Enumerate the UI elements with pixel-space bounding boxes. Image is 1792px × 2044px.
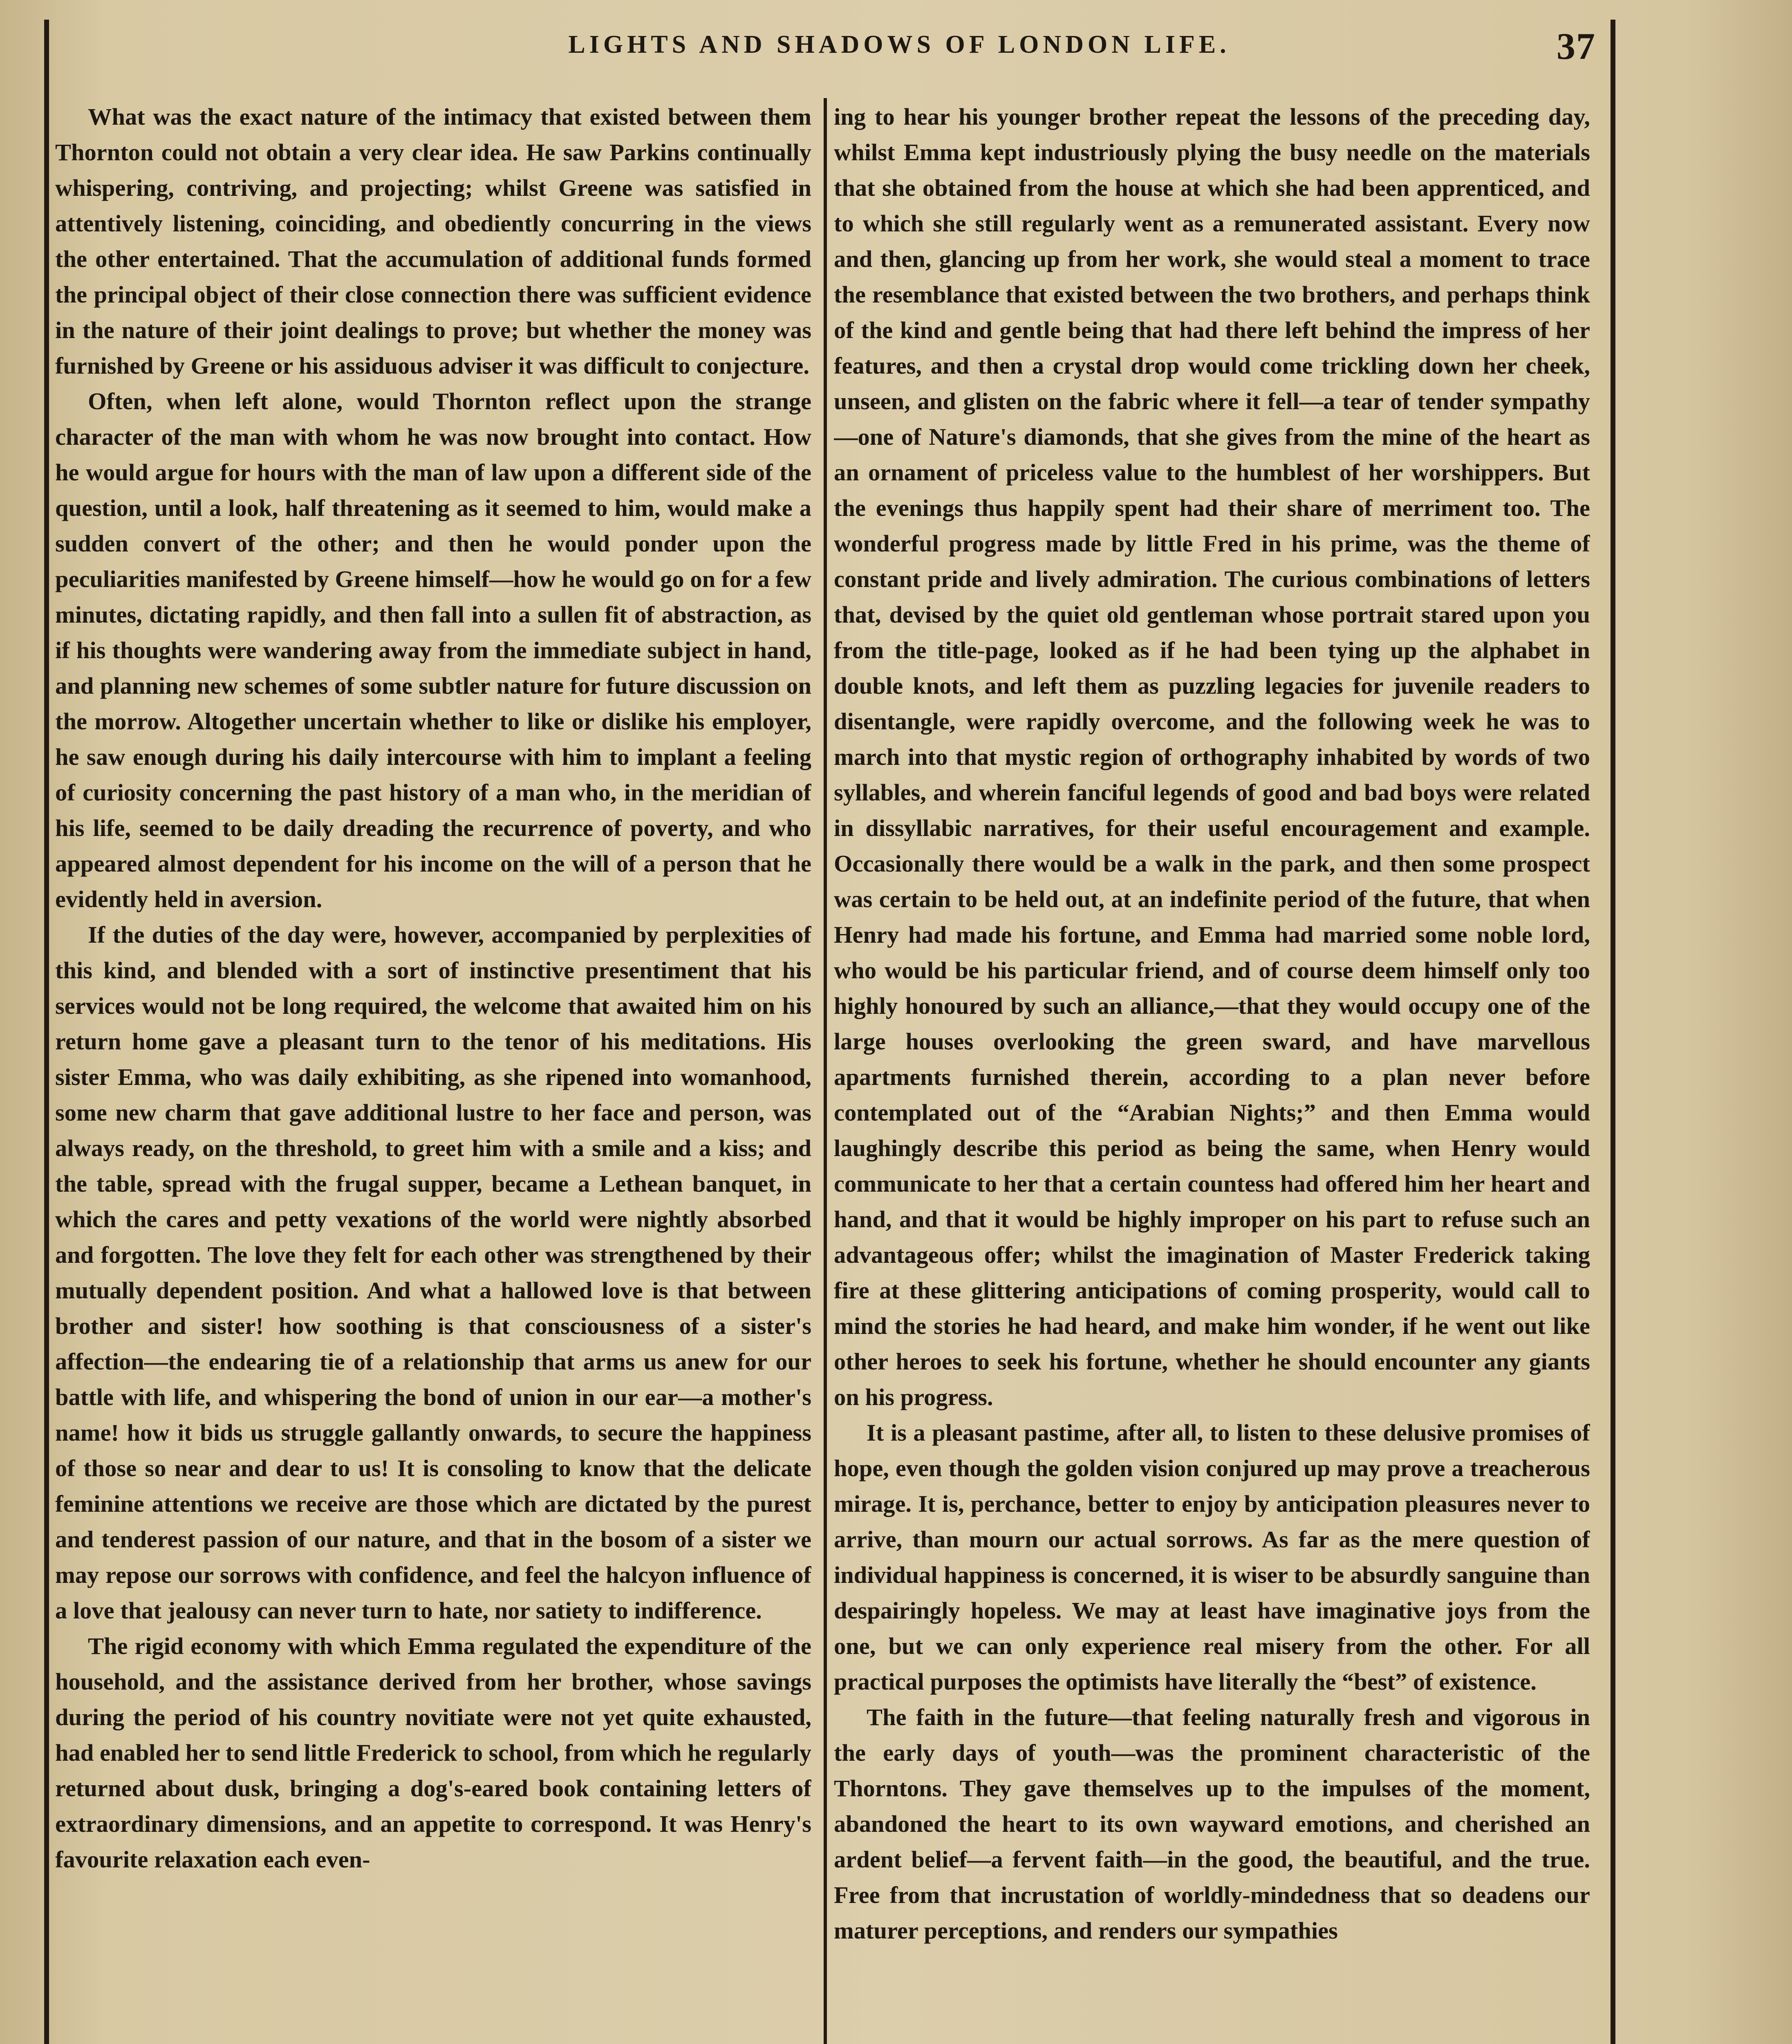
left-column — [55, 99, 811, 2044]
paragraph: What was the exact nature of the intimacy that existed between them Thornton could not obtain a very clear idea. He saw Parkins continually whispering, contriving, and projecting; whilst Greene was satisfied in attentively listening, coinciding, and obediently concurring in the views the other entertained. That the accumulation of additional funds formed the principal object of their close connection there was sufficient evidence in the nature of their joint dealings to prove; but whether the money was furnished by Greene or his assiduous adviser it was difficult to conjecture. — [55, 103, 811, 379]
paragraph-continued: ing to hear his younger brother repeat the lessons of the preceding day, whilst Emma kept industriously plying the busy needle on the materials that she obtained from the house at which she had been apprenticed, and to which she still regularly went as a remunerated assistant. Every now and then, glancing up from her work, she would steal a moment to trace the resemblance that existed between the two brothers, and perhaps think of the kind and gentle being that had there left behind the impress of her features, and then a crystal drop would come trickling down her cheek, unseen, and glisten on the fabric where it fell—a tear of tender sympathy—one of Nature's diamonds, that she gives from the mine of the heart as an ornament of priceless value to the humblest of her worshippers. But the evenings thus happily spent had their share of merriment too. The wonderful progress made by little Fred in his prime, was the theme of constant pride and lively admiration. The curious combinations of letters that, devised by the quiet old gentleman whose portrait stared upon you from the title-page, looked as if he had been tying up the alphabet in double knots, and left them as puzzling legacies for juvenile readers to disentangle, were rapidly overcome, and the following week he was to march into that mystic region of orthography inhabited by words of two syllables, and wherein fanciful legends of good and bad boys were related in dissyllabic narratives, for their useful encouragement and example. Occasionally there would be a walk in the park, and then some prospect was certain to be held out, at an indefinite period of the future, that when Henry had made his fortune, and Emma had married some noble lord, who would be his particular friend, and of course deem himself only too highly honoured by such an alliance,—that they would occupy one of the large houses overlooking the green sward, and have marvellous apartments furnished therein, according to a plan never before contemplated out of the “Arabian Nights;” and then Emma would laughingly describe this period as being the same, when Henry would communicate to her that a certain countess had offered him her heart and hand, and that it would be highly improper on his part to refuse such an advantageous offer; whilst the imagination of Master Frederick taking fire at these glittering anticipations of coming prosperity, would call to mind the stories he had heard, and make him wonder, if he went out like other heroes to seek his fortune, whether he should encounter any giants on his progress. — [834, 103, 1590, 1410]
running-head: LIGHTS AND SHADOWS OF LONDON LIFE. — [568, 31, 1230, 58]
paragraph: The rigid economy with which Emma regulated the expenditure of the household, and the assistance derived from her brother, whose savings during the period of his country novitiate were not yet quite exhausted, had enabled her to send little Frederick to school, from which he regularly returned about dusk, bringing a dog's-eared book containing letters of extraordinary dimensions, and an appetite to correspond. It was Henry's favourite relaxation each even- — [55, 1633, 811, 1873]
paragraph: It is a pleasant pastime, after all, to listen to these delusive promises of hope, even though the golden vision conjured up may prove a treacherous mirage. It is, perchance, better to enjoy by anticipation pleasures never to arrive, than mourn our actual sorrows. As far as the mere question of individual happiness is concerned, it is wiser to be absurdly sanguine than despairingly hopeless. We may at least have imaginative joys from the one, but we can only experience real misery from the other. For all practical purposes the optimists have literally the “best” of existence. — [834, 1419, 1590, 1695]
page-number: 37 — [1557, 25, 1596, 67]
paragraph: If the duties of the day were, however, accompanied by perplexities of this kind, and blended with a sort of instinctive presentiment that his services would not be long required, the welcome that awaited him on his return home gave a pleasant turn to the tenor of his meditations. His sister Emma, who was daily exhibiting, as she ripened into womanhood, some new charm that gave additional lustre to her face and person, was always ready, on the threshold, to greet him with a smile and a kiss; and the table, spread with the frugal supper, became a Lethean banquet, in which the cares and petty vexations of the world were nightly absorbed and forgotten. The love they felt for each other was strengthened by their mutually dependent position. And what a hallowed love is that between brother and sister! how soothing is that consciousness of a sister's affection—the endearing tie of a relationship that arms us anew for our battle with life, and whispering the bond of union in our ear—a mother's name! how it bids us struggle gallantly onwards, to secure the happiness of those so near and dear to us! It is consoling to know that the delicate feminine attentions we receive are those which are dictated by the purest and tenderest passion of our nature, and that in the bosom of a sister we may repose our sorrows with confidence, and feel the halcyon influence of a love that jealousy can never turn to hate, nor satiety to indifference. — [55, 921, 811, 1624]
paragraph: The faith in the future—that feeling naturally fresh and vigorous in the early days of youth—was the prominent characteristic of the Thorntons. They gave themselves up to the impulses of the moment, abandoned the heart to its own wayward emotions, and cherished an ardent belief—a fervent faith—in the good, the beautiful, and the true. Free from that incrustation of worldly-mindedness that so deadens our maturer perceptions, and renders our sympathies — [834, 1704, 1590, 1944]
column-divider — [824, 98, 827, 2044]
right-column — [834, 99, 1590, 2044]
paragraph: Often, when left alone, would Thornton reflect upon the strange character of the man with whom he was now brought into contact. How he would argue for hours with the man of law upon a different side of the question, until a look, half threatening as it seemed to him, would make a sudden convert of the other; and then he would ponder upon the peculiarities manifested by Greene himself—how he would go on for a few minutes, dictating rapidly, and then fall into a sullen fit of abstraction, as if his thoughts were wandering away from the immediate subject in hand, and planning new schemes of some subtler nature for future discussion on the morrow. Altogether uncertain whether to like or dislike his employer, he saw enough during his daily intercourse with him to implant a feeling of curiosity concerning the past history of a man who, in the meridian of his life, seemed to be daily dreading the recurrence of poverty, and who appeared almost dependent for his income on the will of a person that he evidently held in aversion. — [55, 388, 811, 912]
